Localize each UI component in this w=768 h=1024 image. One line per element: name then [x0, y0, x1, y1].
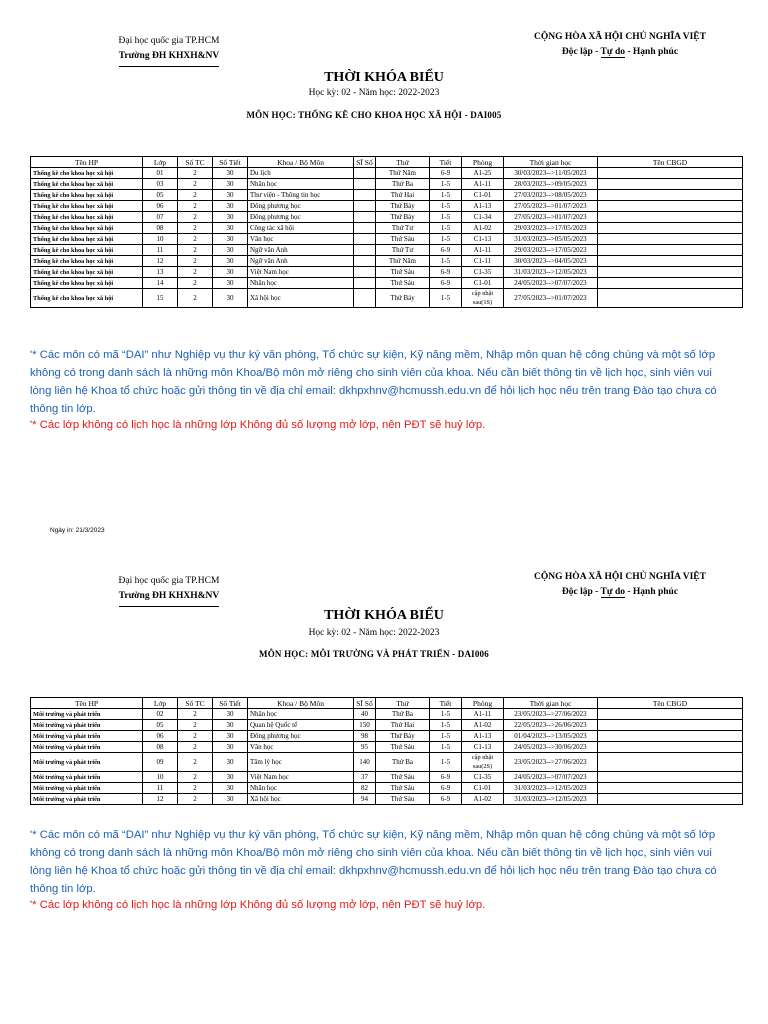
table-cell: 140: [354, 753, 376, 772]
table-cell: 30: [213, 168, 248, 179]
table-cell: [354, 212, 376, 223]
table-cell: 1-5: [430, 190, 462, 201]
table-cell: [598, 772, 743, 783]
table-cell: Nhân học: [248, 278, 354, 289]
table-cell: 02: [143, 709, 178, 720]
table-cell: 13: [143, 267, 178, 278]
table-cell: 2: [178, 794, 213, 805]
table-cell: Đông phương học: [248, 212, 354, 223]
table-cell: 10: [143, 234, 178, 245]
table-row: [31, 245, 743, 256]
table-cell: Thứ Hai: [376, 190, 430, 201]
table-cell: 6-9: [430, 794, 462, 805]
table-cell: C1-01: [462, 190, 504, 201]
nation-title: CỘNG HÒA XÃ HỘI CHỦ NGHĨA VIỆT: [534, 572, 706, 582]
table-cell: 14: [143, 278, 178, 289]
table-cell: 01/04/2023-->13/05/2023: [504, 731, 598, 742]
table-cell: [598, 179, 743, 190]
column-header: Lớp: [143, 157, 178, 168]
table-cell: A1-02: [462, 794, 504, 805]
timetable-title: THỜI KHÓA BIỂU: [324, 608, 444, 623]
table-cell: Thứ Hai: [376, 720, 430, 731]
table-cell: 2: [178, 234, 213, 245]
table-cell: Nhân học: [248, 179, 354, 190]
table-cell: 2: [178, 709, 213, 720]
table-cell: [598, 223, 743, 234]
table-cell: 28/03/2023-->09/05/2023: [504, 179, 598, 190]
table-cell: Thống kê cho khoa học xã hội: [31, 234, 143, 245]
table-cell: C1-13: [462, 742, 504, 753]
table-row: [31, 168, 743, 179]
table-cell: 30: [213, 212, 248, 223]
table-cell: 23/05/2023-->27/06/2023: [504, 709, 598, 720]
table-cell: Tâm lý học: [248, 753, 354, 772]
table-cell: 23/05/2023-->27/06/2023: [504, 753, 598, 772]
table-cell: Đông phương học: [248, 731, 354, 742]
table-cell: 6-9: [430, 783, 462, 794]
table-cell: Thứ Sáu: [376, 794, 430, 805]
column-header: Phòng: [462, 698, 504, 709]
nation-title: CỘNG HÒA XÃ HỘI CHỦ NGHĨA VIỆT: [534, 32, 706, 42]
table-cell: Thứ Sáu: [376, 278, 430, 289]
cancel-note: '* Các lớp không có lịch học là những lớp Không đủ số lượng mở lớp, nên PĐT sẽ huỷ lớp.: [30, 899, 486, 911]
table-cell: [354, 168, 376, 179]
nation-header: [520, 30, 720, 60]
column-header: Số Tiết: [213, 157, 248, 168]
table-cell: Môi trường và phát triển: [31, 783, 143, 794]
table-cell: Thống kê cho khoa học xã hội: [31, 256, 143, 267]
table-cell: C1-11: [462, 256, 504, 267]
table-cell: 2: [178, 267, 213, 278]
table-cell: 27/05/2023-->01/07/2023: [504, 289, 598, 308]
table-cell: 05: [143, 720, 178, 731]
table-cell: 95: [354, 742, 376, 753]
table-cell: Văn học: [248, 234, 354, 245]
table-cell: 2: [178, 223, 213, 234]
table-cell: 1-5: [430, 234, 462, 245]
table-cell: [598, 794, 743, 805]
table-cell: Thứ Sáu: [376, 783, 430, 794]
table-cell: C1-01: [462, 783, 504, 794]
table-cell: Ngữ văn Anh: [248, 256, 354, 267]
subject-title: MÔN HỌC: THỐNG KÊ CHO KHOA HỌC XÃ HỘI - DAI005: [246, 110, 502, 120]
table-cell: 2: [178, 201, 213, 212]
table-cell: [354, 234, 376, 245]
school-name: Trường ĐH KHXH&NV: [119, 589, 220, 607]
term-info: Học kỳ: 02 - Năm học: 2022-2023: [308, 628, 440, 638]
table-cell: A1-02: [462, 223, 504, 234]
table-row: [31, 289, 743, 308]
table-cell: cập nhật sau(1S): [462, 289, 504, 308]
table-cell: Việt Nam học: [248, 267, 354, 278]
table-cell: 94: [354, 794, 376, 805]
table-cell: C1-35: [462, 267, 504, 278]
table-cell: 98: [354, 731, 376, 742]
table-row: [31, 278, 743, 289]
table-cell: 24/05/2023-->07/07/2023: [504, 772, 598, 783]
table-cell: Thứ Sáu: [376, 772, 430, 783]
table-cell: 22/05/2023-->26/06/2023: [504, 720, 598, 731]
table-cell: 1-5: [430, 179, 462, 190]
table-cell: 1-5: [430, 223, 462, 234]
table-cell: 30/03/2023-->04/05/2023: [504, 256, 598, 267]
table-cell: 1-5: [430, 731, 462, 742]
table-cell: [354, 267, 376, 278]
table-cell: 30: [213, 720, 248, 731]
table-row: [31, 720, 743, 731]
table-cell: 03: [143, 179, 178, 190]
table-cell: Thống kê cho khoa học xã hội: [31, 223, 143, 234]
table-cell: 30: [213, 234, 248, 245]
table-cell: Môi trường và phát triển: [31, 709, 143, 720]
table-cell: 08: [143, 223, 178, 234]
table-cell: Văn học: [248, 742, 354, 753]
column-header: Thời gian học: [504, 698, 598, 709]
table-cell: Thứ Tư: [376, 223, 430, 234]
table-cell: 1-5: [430, 709, 462, 720]
term-info: Học kỳ: 02 - Năm học: 2022-2023: [308, 88, 440, 98]
table-cell: 30: [213, 256, 248, 267]
table-cell: [598, 245, 743, 256]
table-cell: 07: [143, 212, 178, 223]
table-cell: 6-9: [430, 278, 462, 289]
table-cell: 31/03/2023-->05/05/2023: [504, 234, 598, 245]
table-cell: 2: [178, 742, 213, 753]
column-header: Khoa / Bộ Môn: [248, 157, 354, 168]
table-cell: Thứ Bảy: [376, 201, 430, 212]
table-cell: 30: [213, 709, 248, 720]
table-cell: Thứ Ba: [376, 179, 430, 190]
table-cell: 29/03/2023-->17/05/2023: [504, 223, 598, 234]
table-cell: [354, 245, 376, 256]
table-cell: [354, 179, 376, 190]
table-cell: Công tác xã hội: [248, 223, 354, 234]
table-cell: 2: [178, 753, 213, 772]
table-cell: C1-35: [462, 772, 504, 783]
column-header: Tên CBGD: [598, 698, 743, 709]
table-cell: 1-5: [430, 256, 462, 267]
table-cell: [598, 731, 743, 742]
table-cell: 27/03/2023-->08/05/2023: [504, 190, 598, 201]
table-cell: [598, 753, 743, 772]
table-cell: [598, 709, 743, 720]
timetable-title: THỜI KHÓA BIỂU: [324, 70, 444, 85]
column-header: Thứ: [376, 698, 430, 709]
table-cell: 30/03/2023-->11/05/2023: [504, 168, 598, 179]
table-cell: 1-5: [430, 742, 462, 753]
table-cell: 30: [213, 179, 248, 190]
table-cell: 30: [213, 772, 248, 783]
table-cell: Môi trường và phát triển: [31, 720, 143, 731]
table-cell: 30: [213, 223, 248, 234]
table-cell: 10: [143, 772, 178, 783]
table-cell: Thư viện - Thông tin học: [248, 190, 354, 201]
table-cell: Quan hệ Quốc tế: [248, 720, 354, 731]
table-cell: 15: [143, 289, 178, 308]
table-cell: 30: [213, 278, 248, 289]
table-cell: Thứ Ba: [376, 709, 430, 720]
table-cell: [598, 289, 743, 308]
table-cell: [354, 278, 376, 289]
table-cell: 08: [143, 742, 178, 753]
column-header: Thứ: [376, 157, 430, 168]
nation-motto: Độc lập - Tự do - Hạnh phúc: [561, 47, 679, 57]
table-cell: 30: [213, 245, 248, 256]
table-cell: 31/03/2023-->12/05/2023: [504, 267, 598, 278]
table-cell: Môi trường và phát triển: [31, 742, 143, 753]
nation-motto: Độc lập - Tự do - Hạnh phúc: [561, 587, 679, 597]
table-cell: Thứ Tư: [376, 245, 430, 256]
nation-header: [520, 570, 720, 600]
print-date: Ngày in: 21/3/2023: [50, 527, 105, 534]
table-cell: 1-5: [430, 720, 462, 731]
table-cell: 150: [354, 720, 376, 731]
table-cell: Đông phương học: [248, 201, 354, 212]
table-cell: 30: [213, 190, 248, 201]
column-header: Tiết: [430, 698, 462, 709]
table-cell: C1-13: [462, 234, 504, 245]
table-row: [31, 753, 743, 772]
table-cell: [598, 720, 743, 731]
table-row: [31, 212, 743, 223]
table-cell: Thống kê cho khoa học xã hội: [31, 179, 143, 190]
table-cell: [598, 168, 743, 179]
table-cell: Thứ Bảy: [376, 289, 430, 308]
info-note: '* Các môn có mã “DAI” như Nghiệp vụ thư ký văn phòng, Tổ chức sự kiện, Kỹ năng mềm, Nhập môn quan hệ công chúng và một số lớp không có trong danh sách là những môn Khoa/Bộ môn mở riêng cho sinh viên của khoa. Nếu cần biết thông tin về lịch học, sinh viên vui lòng liên hệ Khoa tổ chức hoặc gửi thông tin về địa chỉ email: dkhpxhnv@hcmussh.edu.vn để hỏi lịch học nếu trên trang Đào tạo chưa có thông tin lớp.: [30, 349, 717, 415]
table-cell: 2: [178, 256, 213, 267]
column-header: Số Tiết: [213, 698, 248, 709]
table-cell: 6-9: [430, 267, 462, 278]
table-cell: Việt Nam học: [248, 772, 354, 783]
column-header: Tiết: [430, 157, 462, 168]
table-cell: Môi trường và phát triển: [31, 794, 143, 805]
column-header: Số TC: [178, 157, 213, 168]
table-cell: A1-13: [462, 201, 504, 212]
table-cell: 2: [178, 720, 213, 731]
table-cell: 2: [178, 212, 213, 223]
table-cell: Xã hội học: [248, 289, 354, 308]
table-cell: 40: [354, 709, 376, 720]
table-cell: Môi trường và phát triển: [31, 731, 143, 742]
column-header: Phòng: [462, 157, 504, 168]
table-cell: Thống kê cho khoa học xã hội: [31, 212, 143, 223]
table-row: [31, 223, 743, 234]
table-cell: Thứ Sáu: [376, 234, 430, 245]
table-cell: A1-11: [462, 245, 504, 256]
table-cell: Nhân học: [248, 709, 354, 720]
table-row: [31, 794, 743, 805]
table-cell: Thống kê cho khoa học xã hội: [31, 245, 143, 256]
table-cell: 05: [143, 190, 178, 201]
column-header: SĨ Số: [354, 698, 376, 709]
table-cell: 2: [178, 731, 213, 742]
table-cell: [354, 201, 376, 212]
table-cell: Thứ Năm: [376, 256, 430, 267]
table-cell: 30: [213, 783, 248, 794]
table-cell: C1-01: [462, 278, 504, 289]
table-row: [31, 709, 743, 720]
table-cell: 6-9: [430, 168, 462, 179]
table-cell: 6-9: [430, 772, 462, 783]
table-cell: 27/05/2023-->01/07/2023: [504, 212, 598, 223]
table-cell: Thống kê cho khoa học xã hội: [31, 190, 143, 201]
table-row: [31, 731, 743, 742]
table-cell: 37: [354, 772, 376, 783]
table-cell: [598, 783, 743, 794]
table-header-row: [31, 698, 743, 709]
column-header: Tên HP: [31, 157, 143, 168]
table-row: [31, 179, 743, 190]
table-cell: A1-11: [462, 709, 504, 720]
table-cell: 1-5: [430, 201, 462, 212]
table-cell: 2: [178, 783, 213, 794]
university-name: Đại học quốc gia TP.HCM: [118, 576, 220, 586]
table-cell: Môi trường và phát triển: [31, 753, 143, 772]
table-cell: Du lịch: [248, 168, 354, 179]
table-body: [31, 168, 743, 308]
table-cell: 1-5: [430, 753, 462, 772]
table-cell: 30: [213, 731, 248, 742]
table-cell: 30: [213, 794, 248, 805]
table-cell: Thứ Bảy: [376, 731, 430, 742]
table-cell: 82: [354, 783, 376, 794]
table-cell: 12: [143, 256, 178, 267]
table-cell: Thứ Sáu: [376, 267, 430, 278]
university-header: [104, 574, 234, 607]
table-cell: [354, 223, 376, 234]
table-cell: 2: [178, 245, 213, 256]
table-cell: 12: [143, 794, 178, 805]
subject-title: MÔN HỌC: MÔI TRƯỜNG VÀ PHÁT TRIỂN - DAI006: [259, 649, 489, 659]
table-cell: 01: [143, 168, 178, 179]
table-cell: 2: [178, 278, 213, 289]
cancel-note: '* Các lớp không có lịch học là những lớp Không đủ số lượng mở lớp, nên PĐT sẽ huỷ lớp.: [30, 419, 486, 431]
column-header: Lớp: [143, 698, 178, 709]
table-cell: [598, 212, 743, 223]
table-cell: A1-02: [462, 720, 504, 731]
table-cell: 1-5: [430, 289, 462, 308]
university-header: [104, 34, 234, 67]
schedule-table: [30, 156, 743, 308]
table-cell: A1-25: [462, 168, 504, 179]
table-cell: A1-13: [462, 731, 504, 742]
table-cell: Nhân học: [248, 783, 354, 794]
table-row: [31, 234, 743, 245]
table-cell: 2: [178, 190, 213, 201]
table-cell: 11: [143, 245, 178, 256]
table-cell: 11: [143, 783, 178, 794]
table-row: [31, 190, 743, 201]
schedule-table: [30, 697, 743, 805]
column-header: Thời gian học: [504, 157, 598, 168]
table-cell: Xã hội học: [248, 794, 354, 805]
table-cell: 30: [213, 289, 248, 308]
table-cell: C1-34: [462, 212, 504, 223]
column-header: Tên CBGD: [598, 157, 743, 168]
table-cell: 2: [178, 772, 213, 783]
column-header: SĨ Số: [354, 157, 376, 168]
column-header: Tên HP: [31, 698, 143, 709]
table-cell: [598, 256, 743, 267]
table-cell: 24/05/2023-->07/07/2023: [504, 278, 598, 289]
table-cell: Thống kê cho khoa học xã hội: [31, 289, 143, 308]
table-cell: Thống kê cho khoa học xã hội: [31, 168, 143, 179]
table-row: [31, 742, 743, 753]
column-header: Khoa / Bộ Môn: [248, 698, 354, 709]
table-body: [31, 709, 743, 805]
table-row: [31, 201, 743, 212]
table-cell: cập nhật sau(2S): [462, 753, 504, 772]
table-cell: [598, 234, 743, 245]
table-cell: 06: [143, 201, 178, 212]
table-cell: 30: [213, 753, 248, 772]
table-cell: Thứ Ba: [376, 753, 430, 772]
table-cell: 1-5: [430, 212, 462, 223]
table-cell: Thứ Sáu: [376, 742, 430, 753]
table-cell: [598, 278, 743, 289]
table-row: [31, 267, 743, 278]
table-cell: 29/03/2023-->17/05/2023: [504, 245, 598, 256]
table-row: [31, 783, 743, 794]
info-note: '* Các môn có mã “DAI” như Nghiệp vụ thư ký văn phòng, Tổ chức sự kiện, Kỹ năng mềm, Nhập môn quan hệ công chúng và một số lớp không có trong danh sách là những môn Khoa/Bộ môn mở riêng cho sinh viên của khoa. Nếu cần biết thông tin về lịch học, sinh viên vui lòng liên hệ Khoa tổ chức hoặc gửi thông tin về địa chỉ email: dkhpxhnv@hcmussh.edu.vn để hỏi lịch học nếu trên trang Đào tạo chưa có thông tin lớp.: [30, 829, 717, 895]
university-name: Đại học quốc gia TP.HCM: [118, 36, 220, 46]
table-cell: [354, 289, 376, 308]
table-cell: [598, 201, 743, 212]
table-cell: Thứ Bảy: [376, 212, 430, 223]
table-cell: 30: [213, 267, 248, 278]
table-cell: 30: [213, 201, 248, 212]
school-name: Trường ĐH KHXH&NV: [119, 49, 220, 67]
table-cell: 31/03/2023-->12/05/2023: [504, 794, 598, 805]
table-cell: 24/05/2023-->30/06/2023: [504, 742, 598, 753]
table-cell: Thống kê cho khoa học xã hội: [31, 201, 143, 212]
table-cell: [598, 267, 743, 278]
table-cell: A1-11: [462, 179, 504, 190]
table-cell: Thứ Năm: [376, 168, 430, 179]
column-header: Số TC: [178, 698, 213, 709]
table-cell: 09: [143, 753, 178, 772]
table-cell: 2: [178, 179, 213, 190]
table-cell: 2: [178, 168, 213, 179]
table-cell: Ngữ văn Anh: [248, 245, 354, 256]
table-cell: 31/03/2023-->12/05/2023: [504, 783, 598, 794]
table-cell: 27/05/2023-->01/07/2023: [504, 201, 598, 212]
table-cell: [354, 190, 376, 201]
table-row: [31, 772, 743, 783]
table-cell: [598, 190, 743, 201]
table-cell: 06: [143, 731, 178, 742]
table-cell: Thống kê cho khoa học xã hội: [31, 278, 143, 289]
table-row: [31, 256, 743, 267]
table-cell: 30: [213, 742, 248, 753]
table-cell: Thống kê cho khoa học xã hội: [31, 267, 143, 278]
table-cell: [598, 742, 743, 753]
table-cell: 6-9: [430, 245, 462, 256]
table-header-row: [31, 157, 743, 168]
table-cell: [354, 256, 376, 267]
table-cell: Môi trường và phát triển: [31, 772, 143, 783]
table-cell: 2: [178, 289, 213, 308]
